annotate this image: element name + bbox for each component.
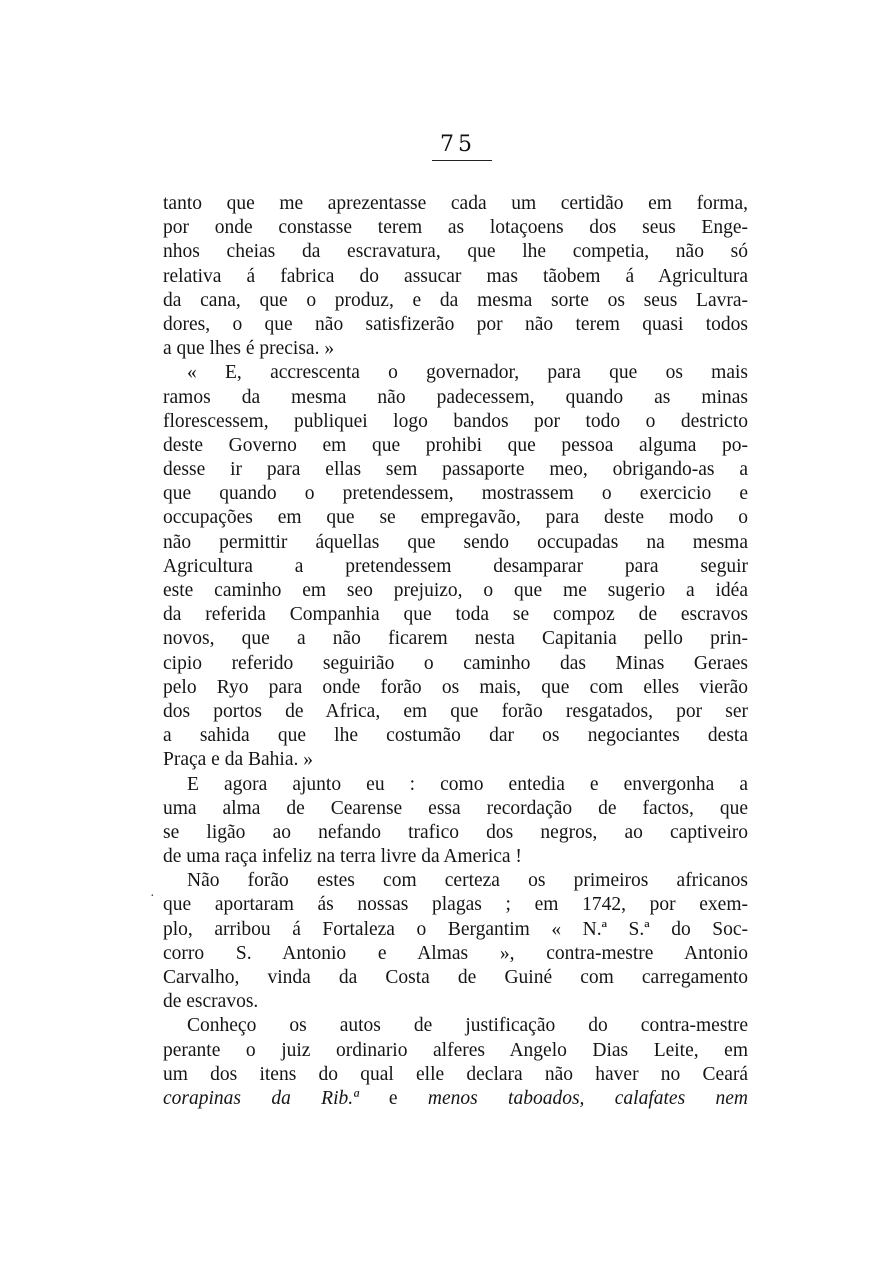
italic-text: corapinas da Rib.ª [163, 1087, 359, 1109]
text-line: não permittir áquellas que sendo occupadas na mesma [163, 531, 748, 553]
text-line: tanto que me aprezentasse cada um certidão em forma, [163, 193, 748, 214]
body-text [163, 192, 748, 1111]
text-line: de uma raça infeliz na terra livre da America ! [163, 846, 522, 868]
page-number-rule [432, 160, 492, 161]
text-line: ramos da mesma não padecessem, quando as minas [163, 386, 748, 408]
text-line: novos, que a não ficarem nesta Capitania pello prin- [163, 628, 748, 650]
text-line: corro S. Antonio e Almas », contra-mestre Antonio [163, 942, 748, 964]
margin-mark: · [150, 889, 155, 904]
text-line: deste Governo em que prohibi que pessoa alguma po- [163, 434, 748, 456]
page-number: 75 [440, 132, 476, 157]
text-line: plo, arribou á Fortaleza o Bergantim « N.ª S.ª do Soc- [163, 918, 748, 940]
text-line: por onde constasse terem as lotaçoens dos seus Enge- [163, 217, 748, 239]
text-line: de escravos. [163, 991, 259, 1013]
roman-text: e [358, 1087, 428, 1109]
text-line: dores, o que não satisfizerão por não terem quasi todos [163, 313, 748, 335]
text-line: Não forão estes com certeza os primeiros africanos [187, 870, 748, 892]
text-line: um dos itens do qual elle declara não haver no Ceará [163, 1063, 748, 1085]
text-line: dos portos de Africa, em que forão resgatados, por ser [163, 700, 748, 722]
text-line: cipio referido seguirião o caminho das Minas Geraes [163, 652, 748, 674]
text-line: desse ir para ellas sem passaporte meo, obrigando-as a [163, 459, 748, 481]
text-line: a sahida que lhe costumão dar os negociantes desta [163, 725, 748, 747]
text-line: Conheço os autos de justificação do contra-mestre [187, 1015, 748, 1037]
text-line: pelo Ryo para onde forão os mais, que com elles vierão [163, 676, 748, 698]
text-line: nhos cheias da escravatura, que lhe competia, não só [163, 241, 748, 263]
text-line: florescessem, publiquei logo bandos por todo o destricto [163, 410, 748, 432]
text-line: uma alma de Cearense essa recordação de factos, que [163, 797, 748, 819]
text-line: « E, accrescenta o governador, para que os mais [187, 362, 748, 384]
text-line: perante o juiz ordinario alferes Angelo Dias Leite, em [163, 1039, 748, 1061]
text-line: Praça e da Bahia. » [163, 749, 313, 771]
text-line: Agricultura a pretendessem desamparar para seguir [163, 555, 748, 577]
text-line: da cana, que o produz, e da mesma sorte os seus Lavra- [163, 289, 748, 311]
text-line: da referida Companhia que toda se compoz de escravos [163, 604, 748, 626]
italic-text: menos taboados, calafates nem [427, 1087, 748, 1109]
text-line-final [163, 1087, 748, 1111]
text-line: que quando o pretendessem, mostrassem o exercicio e [163, 483, 748, 505]
text-line: este caminho em seo prejuizo, o que me sugerio a idéa [163, 580, 748, 601]
text-line: E agora ajunto eu : como entedia e envergonha a [187, 773, 748, 795]
text-line: que aportaram ás nossas plagas ; em 1742, por exem- [163, 894, 748, 916]
text-line: Carvalho, vinda da Costa de Guiné com carregamento [163, 967, 748, 988]
text-line: se ligão ao nefando trafico dos negros, ao captiveiro [163, 821, 748, 843]
text-line: a que lhes é precisa. » [163, 338, 335, 360]
text-line: occupações em que se empregavão, para deste modo o [163, 507, 748, 529]
text-line: relativa á fabrica do assucar mas tãobem á Agricultura [163, 265, 748, 287]
